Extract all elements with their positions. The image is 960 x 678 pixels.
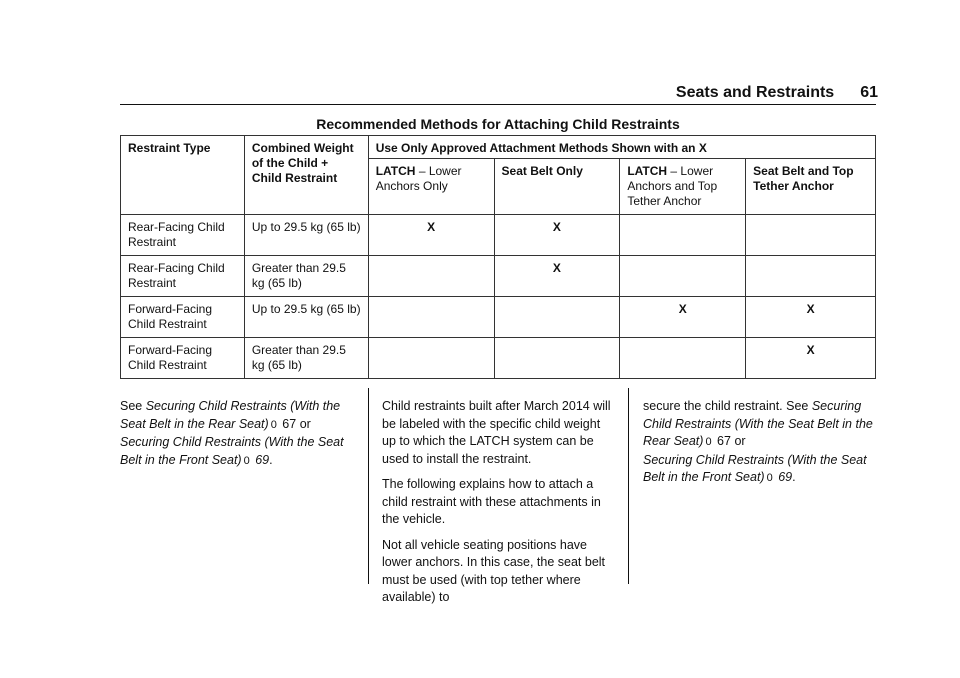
row-mark: X: [620, 297, 746, 338]
row-mark: [620, 338, 746, 379]
row-mark: [620, 215, 746, 256]
row-mark: [494, 338, 620, 379]
method-seat-belt: Seat Belt Only: [494, 159, 620, 215]
column-divider: [628, 388, 629, 584]
row-type: Forward-Facing Child Restraint: [121, 338, 245, 379]
row-mark: [368, 338, 494, 379]
row-mark: [746, 256, 876, 297]
link-rear-seat[interactable]: Securing Child Restraints (With the Seat Belt in the Rear Seat): [120, 399, 341, 431]
paragraph: Not all vehicle seating positions have lower anchors. In this case, the seat belt must be used (with top tether where available) to: [382, 537, 606, 604]
row-mark: X: [494, 256, 620, 297]
row-weight: Greater than 29.5 kg (65 lb): [244, 338, 368, 379]
row-mark: [746, 215, 876, 256]
column-divider: [368, 388, 369, 584]
link-front-seat[interactable]: Securing Child Restraints (With the Seat Belt in the Front Seat): [120, 435, 344, 467]
row-type: Rear-Facing Child Restraint: [121, 215, 245, 256]
page-number: 61: [860, 84, 878, 101]
restraints-table: [120, 135, 876, 379]
header-restraint-type: Restraint Type: [121, 136, 245, 215]
table-title: Recommended Methods for Attaching Child Restraints: [316, 116, 680, 132]
link-rear-seat[interactable]: Securing Child Restraints (With the Seat Belt in the Rear Seat): [643, 399, 873, 448]
page-ref-icon: 0: [705, 436, 712, 448]
row-mark: [368, 297, 494, 338]
section-title: Seats and Restraints: [675, 84, 835, 101]
header-weight: Combined Weight of the Child + Child Restraint: [244, 136, 368, 215]
cross-reference: See Securing Child Restraints (With the Seat Belt in the Rear Seat) 0 67 or Securing Child Restraints (With the Seat Belt in the Front Seat) 0 69.: [120, 398, 352, 470]
row-mark: X: [494, 215, 620, 256]
row-weight: Up to 29.5 kg (65 lb): [244, 297, 368, 338]
header-methods: Use Only Approved Attachment Methods Shown with an X: [368, 136, 875, 159]
paragraph: The following explains how to attach a child restraint with these attachments in the vehicle.: [382, 477, 601, 526]
paragraph: Child restraints built after March 2014 will be labeled with the specific child weight up to which the LATCH system can be used to install the restraint.: [382, 399, 611, 466]
method-belt-tether: Seat Belt and Top Tether Anchor: [746, 159, 876, 215]
row-mark: [620, 256, 746, 297]
row-mark: [494, 297, 620, 338]
row-weight: Up to 29.5 kg (65 lb): [244, 215, 368, 256]
row-weight: Greater than 29.5 kg (65 lb): [244, 256, 368, 297]
row-mark: X: [746, 338, 876, 379]
row-mark: X: [746, 297, 876, 338]
row-type: Rear-Facing Child Restraint: [121, 256, 245, 297]
cross-reference: secure the child restraint. See Securing Child Restraints (With the Seat Belt in the Rear Seat) 0 67 or Securing Child Restraints (With the Seat Belt in the Front Seat) 0 69.: [643, 398, 875, 488]
link-front-seat[interactable]: Securing Child Restraints (With the Seat Belt in the Front Seat): [643, 452, 867, 484]
page-header: [676, 84, 878, 102]
method-latch-tether: LATCH – Lower Anchors and Top Tether Anchor: [620, 159, 746, 215]
row-mark: X: [368, 215, 494, 256]
row-type: Forward-Facing Child Restraint: [121, 297, 245, 338]
page-ref-icon: 0: [766, 472, 773, 484]
column-right: [643, 398, 875, 496]
page-ref-icon: 0: [243, 454, 250, 467]
column-middle: [382, 398, 614, 615]
table-row: [121, 215, 876, 256]
column-left: [120, 398, 352, 478]
header-rule: [120, 104, 876, 105]
row-mark: [368, 256, 494, 297]
table-row: [121, 256, 876, 297]
table-row: [121, 338, 876, 379]
table-row: [121, 297, 876, 338]
method-latch-lower: LATCH – Lower Anchors Only: [368, 159, 494, 215]
page-ref-icon: 0: [270, 418, 277, 431]
